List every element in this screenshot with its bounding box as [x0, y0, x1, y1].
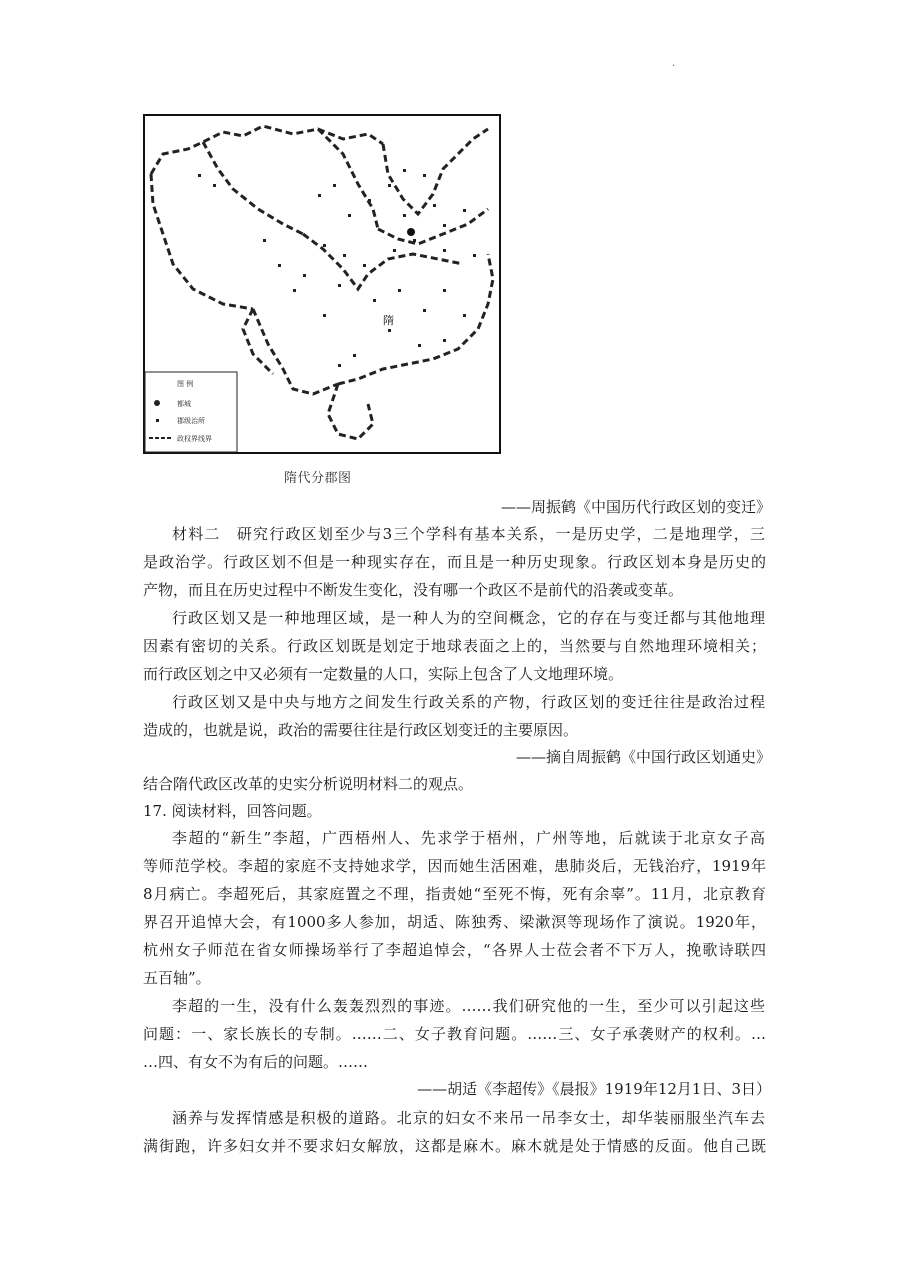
q17-line: 杭州女子师范在省女师操场举行了李超追悼会，“各界人士莅会者不下万人，挽歌诗联四: [143, 941, 766, 959]
source-3: ——胡适《李超传》《晨报》1919年12月1日、3日）: [417, 1080, 771, 1098]
material2-line: 造成的，也就是说，政治的需要往往是行政区划变迁的主要原因。: [143, 721, 579, 739]
capital-dot: [407, 228, 415, 236]
legend-capital-label: 都城: [177, 400, 191, 408]
map-label-sui: 隋: [383, 314, 394, 327]
question-17-title: 17. 阅读材料，回答问题。: [143, 802, 322, 820]
material2-line: 因素有密切的关系。行政区划既是划定于地球表面之上的，当然要与自然地理环境相关；: [143, 637, 766, 655]
q17-line: 涵养与发挥情感是积极的道路。北京的妇女不来吊一吊李女士，却华装丽服坐汽车去: [172, 1109, 765, 1127]
legend-seat-label: 郡级治所: [177, 417, 205, 425]
source-2: ——摘自周振鹤《中国行政区划通史》: [515, 748, 771, 766]
q17-line: 8月病亡。李超死后，其家庭置之不理，指责她“至死不悔，死有余辜”。11月，北京教育: [143, 885, 766, 903]
material2-line: 而行政区划之中又必须有一定数量的人口，实际上包含了人文地理环境。: [143, 665, 624, 683]
q17-line: 李超的一生，没有什么轰轰烈烈的事迹。……我们研究他的一生，至少可以引起这些: [172, 997, 765, 1015]
q17-line: 界召开追悼大会，有1000多人参加，胡适、陈独秀、梁漱溟等现场作了演说。1920年，: [143, 913, 766, 931]
question-16: 结合隋代政区改革的史实分析说明材料二的观点。: [143, 775, 474, 793]
q17-line: 等师范学校。李超的家庭不支持她求学，因而她生活困难，患肺炎后，无钱治疗，1919年: [143, 857, 766, 875]
material2-line: 材料二 研究行政区划至少与3三个学科有基本关系，一是历史学，二是地理学，三: [172, 525, 765, 543]
q17-line: …四、有女不为有后的问题。……: [143, 1053, 369, 1071]
map-caption: 隋代分郡图: [284, 471, 352, 486]
map-legend: [145, 372, 237, 452]
page-mark: .: [672, 58, 676, 69]
q17-line: 满街跑，许多妇女并不要求妇女解放，这都是麻木。麻木就是处于情感的反面。他自己既: [143, 1137, 766, 1155]
sui-map-figure: [143, 114, 501, 454]
legend-seat-icon: [156, 419, 159, 422]
q17-line: 五百轴”。: [143, 969, 211, 987]
material2-line: 产物，而且在历史过程中不断发生变化，没有哪一个政区不是前代的沿袭或变革。: [143, 581, 684, 599]
legend-capital-icon: [154, 400, 160, 406]
q17-line: 问题：一、家长族长的专制。……二、女子教育问题。……三、女子承袭财产的权利。…: [143, 1025, 766, 1043]
material2-line: 是政治学。行政区划不但是一种现实存在，而且是一种历史现象。行政区划本身是历史的: [143, 553, 766, 571]
sui-map: [143, 114, 501, 454]
legend-border-label: 政权界线界: [177, 435, 212, 443]
legend-title: 图 例: [177, 380, 194, 388]
material2-line: 行政区划又是中央与地方之间发生行政关系的产物，行政区划的变迁往往是政治过程: [172, 693, 765, 711]
q17-line: 李超的“新生”李超，广西梧州人、先求学于梧州，广州等地，后就读于北京女子高: [172, 829, 765, 847]
material2-line: 行政区划又是一种地理区域，是一种人为的空间概念，它的存在与变迁都与其他地理: [172, 609, 765, 627]
source-1: ——周振鹤《中国历代行政区划的变迁》: [500, 498, 771, 516]
